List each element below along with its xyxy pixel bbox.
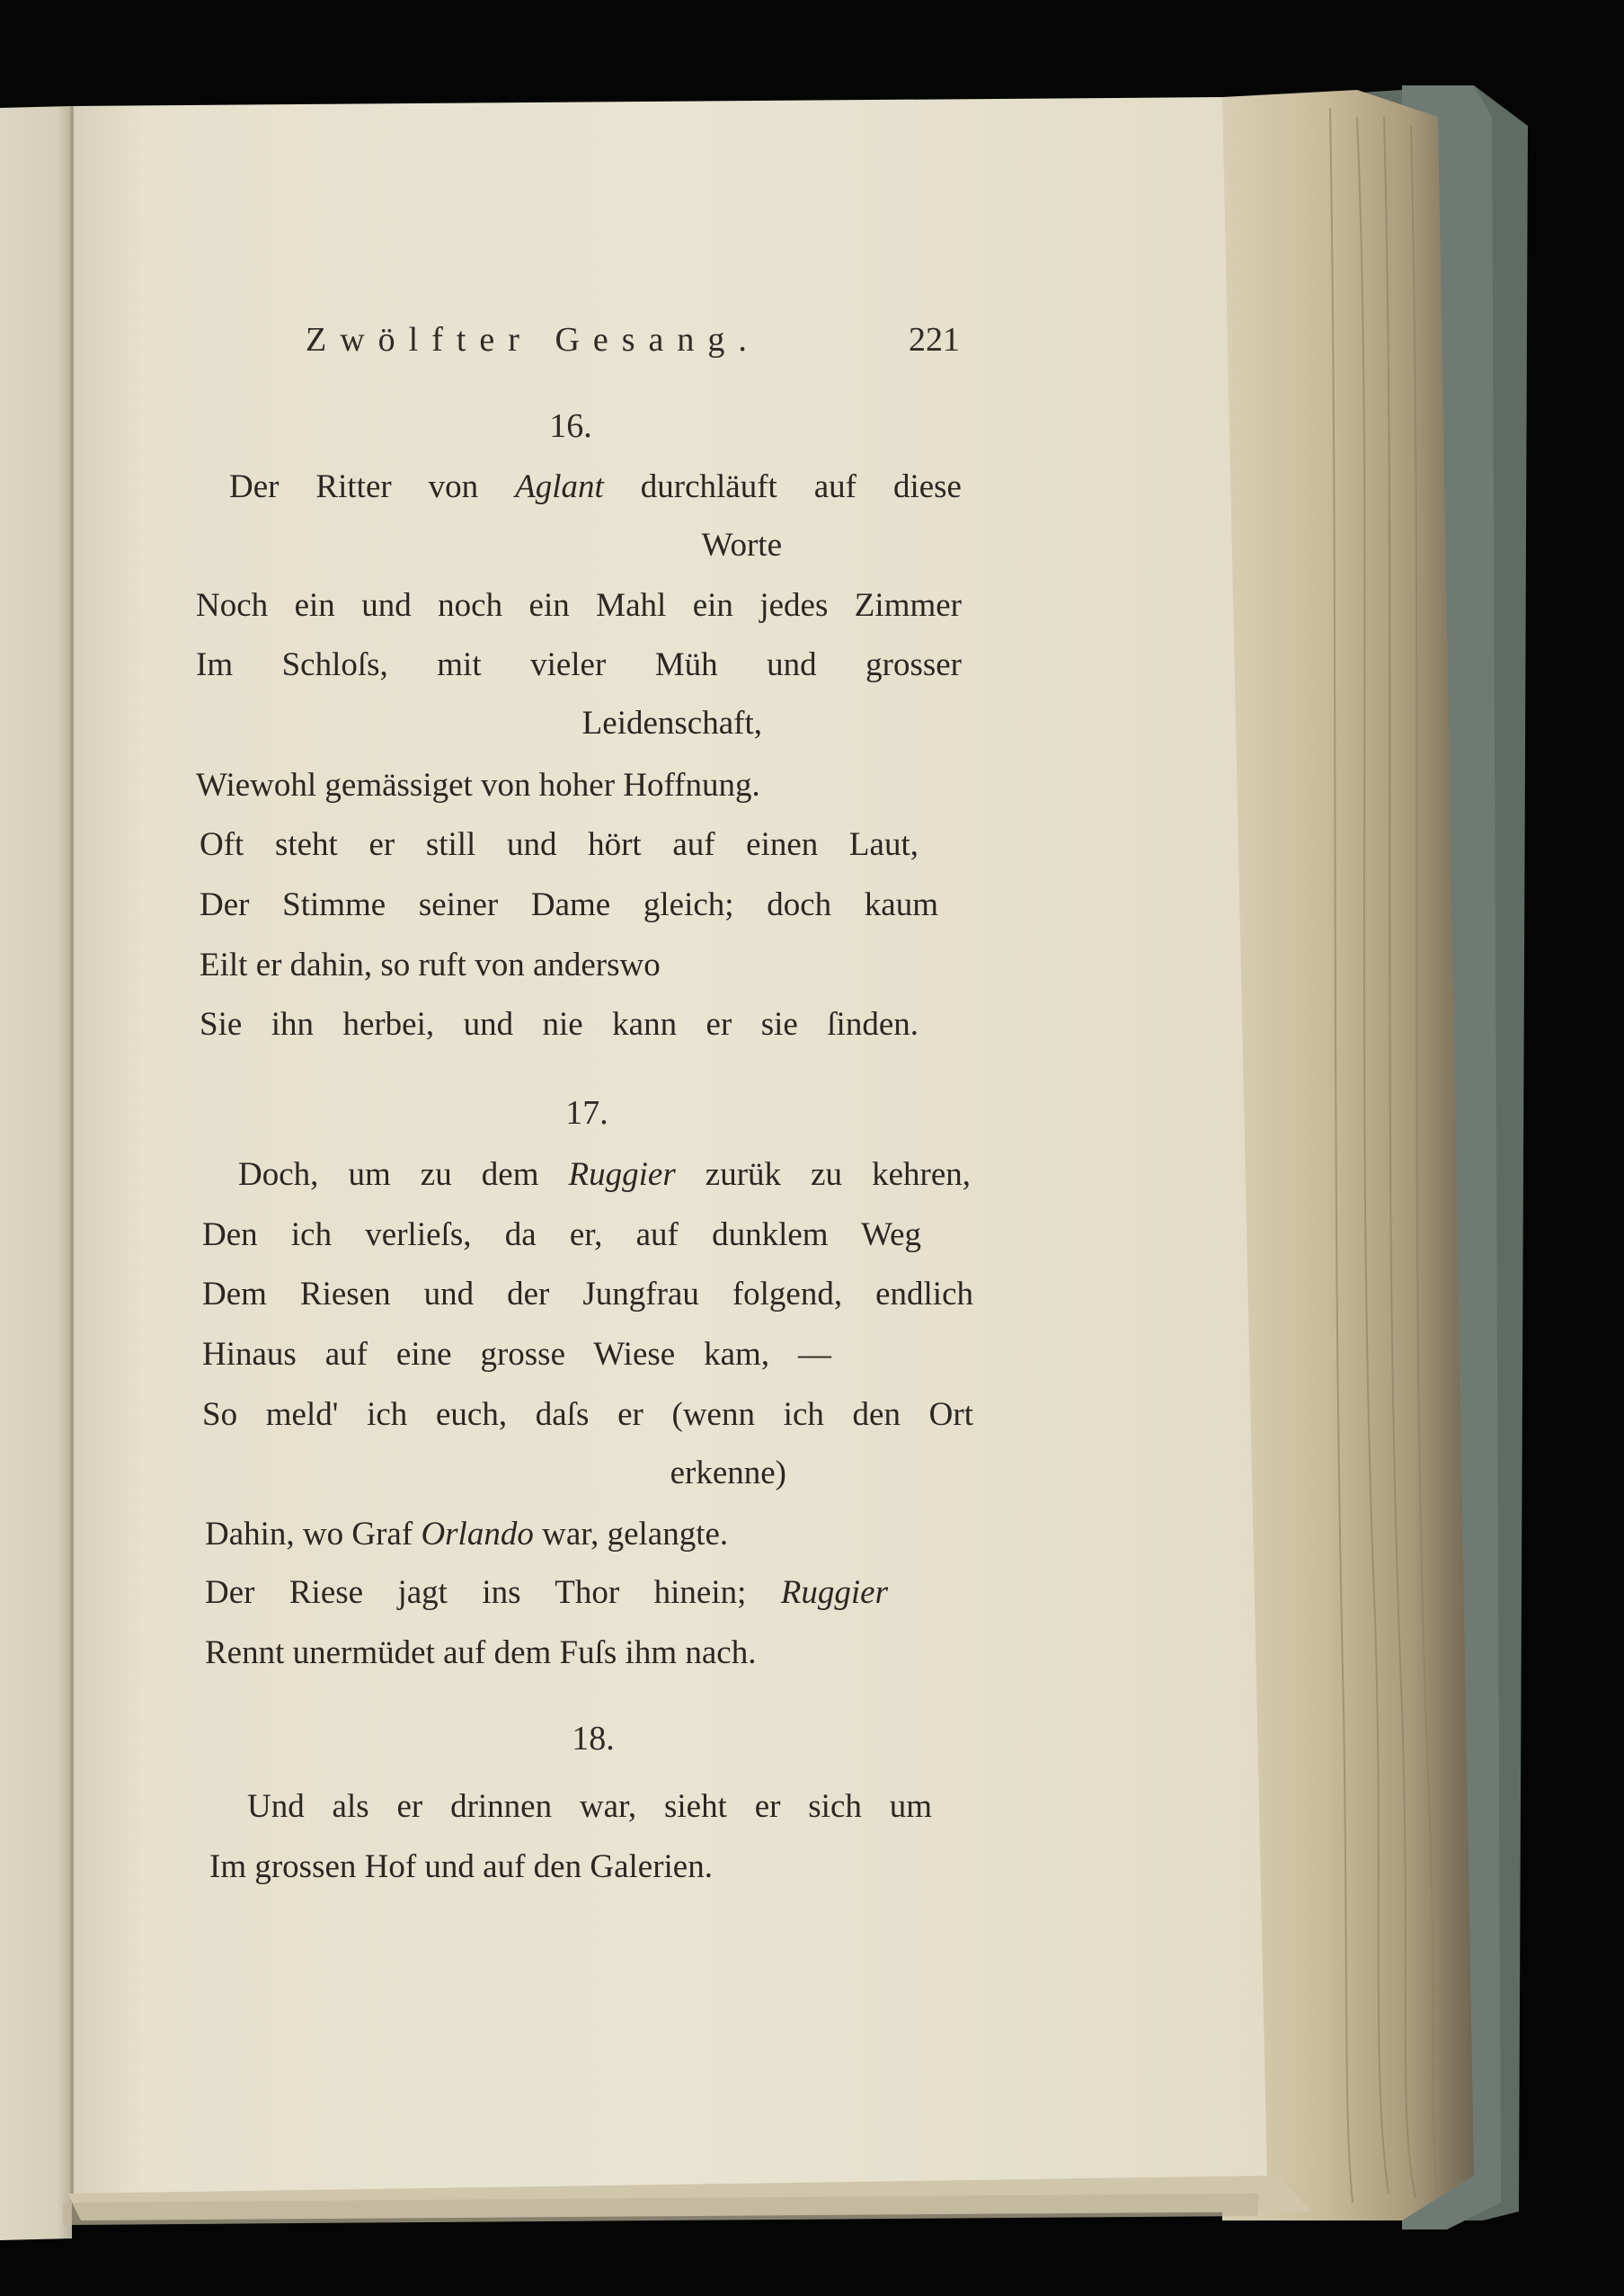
verse-emphasis: Ruggier bbox=[568, 1156, 676, 1193]
verse-line: So meld' ich euch, daſs er (wenn ich den Ort bbox=[202, 1396, 973, 1433]
running-header bbox=[306, 320, 971, 374]
verse-emphasis: Orlando bbox=[421, 1516, 534, 1553]
verse-line: Hinaus auf eine grosse Wiese kam, — bbox=[202, 1336, 831, 1373]
page-number: 221 bbox=[909, 321, 960, 359]
verse-line bbox=[238, 1155, 971, 1194]
verse-line: Und als er drinnen war, sieht er sich um bbox=[247, 1788, 932, 1825]
stanza-number: 18. bbox=[572, 1720, 615, 1758]
verse-line: Leidenschaft, bbox=[581, 705, 762, 742]
verse-line: Noch ein und noch ein Mahl ein jedes Zimmer bbox=[196, 587, 962, 624]
verse-line bbox=[229, 467, 962, 506]
verse-line: Den ich verlieſs, da er, auf dunklem Weg bbox=[202, 1216, 921, 1253]
stanza-number: 17. bbox=[565, 1094, 608, 1132]
verse-line: Oft steht er still und hört auf einen Laut, bbox=[200, 826, 918, 863]
verse-line: Im Schloſs, mit vieler Müh und grosser bbox=[196, 646, 962, 683]
verse-line bbox=[205, 1515, 728, 1553]
verse-line: Der Stimme seiner Dame gleich; doch kaum bbox=[200, 886, 938, 923]
verse-line: Rennt unermüdet auf dem Fuſs ihm nach. bbox=[205, 1634, 757, 1671]
verse-line: Worte bbox=[701, 527, 782, 564]
verse-line: Eilt er dahin, so ruft von anderswo bbox=[200, 947, 661, 983]
stanza-number: 16. bbox=[549, 407, 592, 445]
verse-line bbox=[205, 1573, 888, 1612]
verse-text: durchläuft auf diese bbox=[603, 468, 962, 505]
verse-line: Wiewohl gemässiget von hoher Hoffnung. bbox=[196, 767, 760, 804]
verse-emphasis: Aglant bbox=[515, 468, 604, 505]
verse-line: Dem Riesen und der Jungfrau folgend, endlich bbox=[202, 1276, 973, 1313]
verse-line: Im grossen Hof und auf den Galerien. bbox=[209, 1848, 713, 1885]
verse-emphasis: Ruggier bbox=[780, 1574, 888, 1611]
verse-text: war, gelangte. bbox=[533, 1516, 729, 1553]
verse-text: Der Riese jagt ins Thor hinein; bbox=[205, 1574, 781, 1611]
verse-text: zurük zu kehren, bbox=[675, 1156, 971, 1193]
verse-text: Der Ritter von bbox=[229, 468, 516, 505]
verse-line: erkenne) bbox=[670, 1455, 786, 1491]
verse-line: Sie ihn herbei, und nie kann er sie ſinden. bbox=[200, 1006, 918, 1043]
verse-text: Dahin, wo Graf bbox=[205, 1516, 422, 1553]
verse-text: Doch, um zu dem bbox=[238, 1156, 569, 1193]
running-title: Zwölfter Gesang. bbox=[306, 321, 760, 359]
